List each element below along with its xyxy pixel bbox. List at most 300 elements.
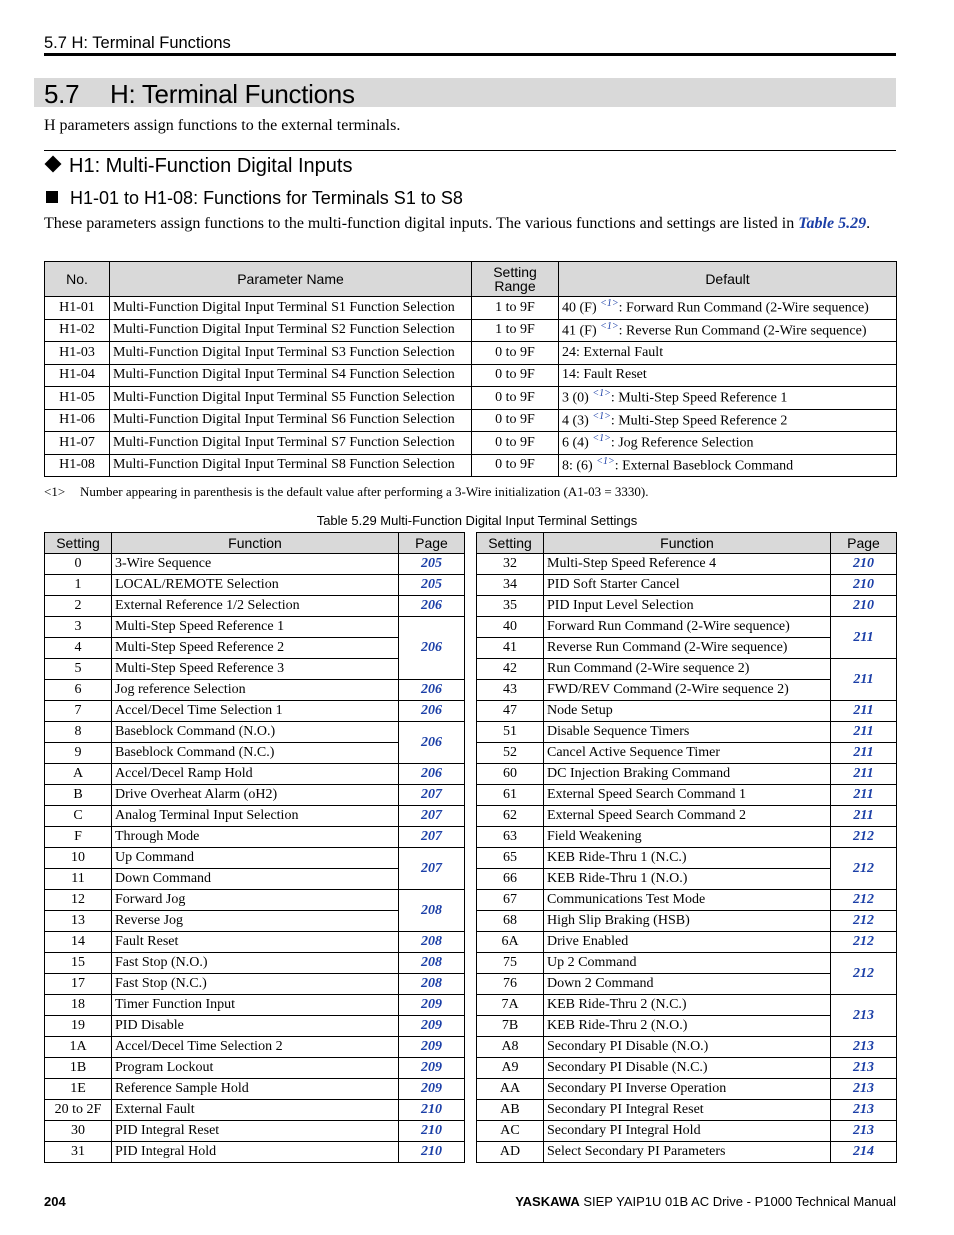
param-name: Multi-Function Digital Input Terminal S2 Function Selection bbox=[110, 319, 472, 342]
setting-code: 32 bbox=[477, 554, 544, 575]
page-link[interactable]: 207 bbox=[421, 808, 442, 823]
function-name: Run Command (2-Wire sequence 2) bbox=[544, 659, 831, 680]
footer-brand: YASKAWA bbox=[515, 1194, 580, 1209]
default-description: : Jog Reference Selection bbox=[610, 436, 754, 452]
setting-code: 6 bbox=[45, 680, 112, 701]
setting-code: 12 bbox=[45, 890, 112, 911]
param-range: 0 to 9F bbox=[472, 409, 559, 432]
function-name: Up 2 Command bbox=[544, 953, 831, 974]
page-link[interactable]: 211 bbox=[853, 766, 874, 781]
table-row bbox=[477, 932, 897, 953]
function-name: KEB Ride-Thru 1 (N.C.) bbox=[544, 848, 831, 869]
setting-code: AA bbox=[477, 1079, 544, 1100]
setting-code: 5 bbox=[45, 659, 112, 680]
table-row bbox=[45, 342, 897, 365]
function-name: Baseblock Command (N.C.) bbox=[112, 743, 399, 764]
page-cell bbox=[399, 806, 465, 827]
parameter-table-body bbox=[45, 297, 897, 477]
page-cell bbox=[831, 743, 897, 764]
page-link[interactable]: 213 bbox=[853, 1039, 874, 1054]
default-value: 40 (F) bbox=[562, 301, 597, 317]
page-cell bbox=[399, 1142, 465, 1163]
setting-code: 30 bbox=[45, 1121, 112, 1142]
paragraph-end: . bbox=[866, 215, 871, 232]
param-range: 0 to 9F bbox=[472, 432, 559, 455]
param-name: Multi-Function Digital Input Terminal S3 Function Selection bbox=[110, 342, 472, 365]
page-link[interactable]: 213 bbox=[853, 1060, 874, 1075]
table-row bbox=[477, 596, 897, 617]
page-cell bbox=[399, 1100, 465, 1121]
default-value: 14: Fault Reset bbox=[562, 367, 647, 383]
setting-code: 68 bbox=[477, 911, 544, 932]
function-name: Reverse Jog bbox=[112, 911, 399, 932]
default-value: 3 (0) bbox=[562, 391, 589, 407]
setting-code: 67 bbox=[477, 890, 544, 911]
page-link[interactable]: 213 bbox=[853, 1007, 874, 1023]
table-row bbox=[45, 1142, 465, 1163]
table-row bbox=[477, 806, 897, 827]
function-name: External Speed Search Command 2 bbox=[544, 806, 831, 827]
page-cell bbox=[831, 617, 897, 659]
function-name: Multi-Step Speed Reference 4 bbox=[544, 554, 831, 575]
table-row bbox=[477, 659, 897, 680]
setting-code: A9 bbox=[477, 1058, 544, 1079]
setting-code: 65 bbox=[477, 848, 544, 869]
page-cell bbox=[831, 1142, 897, 1163]
page-link[interactable]: 214 bbox=[853, 1144, 874, 1159]
function-name: Analog Terminal Input Selection bbox=[112, 806, 399, 827]
setting-code: 13 bbox=[45, 911, 112, 932]
default-value: 24: External Fault bbox=[562, 344, 664, 360]
page-cell bbox=[399, 617, 465, 680]
function-name: Accel/Decel Time Selection 2 bbox=[112, 1037, 399, 1058]
param-name: Multi-Function Digital Input Terminal S1 Function Selection bbox=[110, 297, 472, 320]
page-cell bbox=[399, 995, 465, 1016]
setting-code: 76 bbox=[477, 974, 544, 995]
table-row bbox=[45, 364, 897, 387]
footnote-ref[interactable]: <1> bbox=[592, 433, 611, 445]
table-row bbox=[45, 575, 465, 596]
param-no: H1-05 bbox=[45, 387, 110, 410]
page-cell bbox=[831, 764, 897, 785]
param-range: 0 to 9F bbox=[472, 364, 559, 387]
page-link[interactable]: 208 bbox=[421, 955, 442, 970]
page-link[interactable]: 211 bbox=[853, 703, 874, 718]
function-name: Cancel Active Sequence Timer bbox=[544, 743, 831, 764]
setting-code: 10 bbox=[45, 848, 112, 869]
page-link[interactable]: 209 bbox=[421, 1081, 442, 1096]
param-range: 1 to 9F bbox=[472, 319, 559, 342]
page-link[interactable]: 212 bbox=[853, 892, 874, 907]
settings-table-left bbox=[44, 532, 465, 1163]
function-name: PID Soft Starter Cancel bbox=[544, 575, 831, 596]
function-name: Through Mode bbox=[112, 827, 399, 848]
function-name: PID Integral Hold bbox=[112, 1142, 399, 1163]
table-row bbox=[477, 1142, 897, 1163]
param-no: H1-06 bbox=[45, 409, 110, 432]
function-name: Baseblock Command (N.O.) bbox=[112, 722, 399, 743]
table-row bbox=[45, 890, 465, 911]
table-row bbox=[477, 953, 897, 974]
setting-code: 8 bbox=[45, 722, 112, 743]
page-cell bbox=[399, 827, 465, 848]
page-link[interactable]: 209 bbox=[421, 1060, 442, 1075]
param-no: H1-02 bbox=[45, 319, 110, 342]
table-row bbox=[477, 1079, 897, 1100]
function-name: High Slip Braking (HSB) bbox=[544, 911, 831, 932]
intro-text: H parameters assign functions to the external terminals. bbox=[44, 117, 401, 134]
settings-table-right bbox=[476, 532, 897, 1163]
page-link[interactable]: 211 bbox=[853, 671, 874, 687]
page-cell bbox=[831, 806, 897, 827]
page-cell bbox=[831, 890, 897, 911]
page-cell bbox=[399, 1037, 465, 1058]
function-name: Secondary PI Disable (N.C.) bbox=[544, 1058, 831, 1079]
page-cell bbox=[399, 1016, 465, 1037]
page-link[interactable]: 205 bbox=[421, 556, 442, 571]
function-name: Forward Run Command (2-Wire sequence) bbox=[544, 617, 831, 638]
page-number: 204 bbox=[44, 1194, 66, 1209]
parameter-table bbox=[44, 261, 897, 477]
table-row bbox=[477, 1100, 897, 1121]
table-row bbox=[477, 1121, 897, 1142]
page-cell bbox=[831, 785, 897, 806]
setting-code: 11 bbox=[45, 869, 112, 890]
footnote-ref[interactable]: <1> bbox=[600, 320, 619, 332]
table-row bbox=[477, 617, 897, 638]
setting-code: 7B bbox=[477, 1016, 544, 1037]
table-row bbox=[477, 848, 897, 869]
param-no: H1-08 bbox=[45, 454, 110, 477]
param-name: Multi-Function Digital Input Terminal S6 Function Selection bbox=[110, 409, 472, 432]
page-cell bbox=[399, 785, 465, 806]
function-name: Up Command bbox=[112, 848, 399, 869]
page-link[interactable]: 208 bbox=[421, 902, 442, 918]
setting-code: AD bbox=[477, 1142, 544, 1163]
page-cell bbox=[399, 1121, 465, 1142]
setting-code: 41 bbox=[477, 638, 544, 659]
page-link[interactable]: 211 bbox=[853, 745, 874, 760]
function-name: KEB Ride-Thru 2 (N.O.) bbox=[544, 1016, 831, 1037]
default-value: 8: (6) bbox=[562, 458, 593, 474]
table-row bbox=[45, 680, 465, 701]
page-link[interactable]: 212 bbox=[853, 829, 874, 844]
page-link[interactable]: 210 bbox=[421, 1144, 442, 1159]
page-cell bbox=[399, 953, 465, 974]
default-value: 6 (4) bbox=[562, 436, 589, 452]
page-link[interactable]: 212 bbox=[853, 934, 874, 949]
col-header-name: Parameter Name bbox=[110, 262, 472, 297]
page-link[interactable]: 213 bbox=[853, 1123, 874, 1138]
setting-code: 66 bbox=[477, 869, 544, 890]
function-name: 3-Wire Sequence bbox=[112, 554, 399, 575]
param-range: 1 to 9F bbox=[472, 297, 559, 320]
col-header-setting: Setting bbox=[45, 533, 112, 554]
page-link[interactable]: 209 bbox=[421, 1039, 442, 1054]
page-cell bbox=[831, 1100, 897, 1121]
page-link[interactable]: 211 bbox=[853, 629, 874, 645]
setting-code: 35 bbox=[477, 596, 544, 617]
page-cell bbox=[399, 1079, 465, 1100]
page-link[interactable]: 210 bbox=[421, 1123, 442, 1138]
range-header-line2: Range bbox=[494, 278, 536, 294]
setting-code: 1B bbox=[45, 1058, 112, 1079]
table-row bbox=[45, 701, 465, 722]
page-link[interactable]: 210 bbox=[421, 1102, 442, 1117]
param-default bbox=[559, 319, 897, 342]
col-header-page: Page bbox=[831, 533, 897, 554]
table-row bbox=[45, 1016, 465, 1037]
page-cell bbox=[831, 554, 897, 575]
page-cell bbox=[399, 764, 465, 785]
table-row bbox=[45, 722, 465, 743]
setting-code: 7 bbox=[45, 701, 112, 722]
function-name: Fault Reset bbox=[112, 932, 399, 953]
page-cell bbox=[399, 890, 465, 932]
page-link[interactable]: 210 bbox=[853, 577, 874, 592]
page-cell bbox=[831, 659, 897, 701]
function-name: Drive Enabled bbox=[544, 932, 831, 953]
h2-heading bbox=[44, 188, 463, 209]
function-name: Multi-Step Speed Reference 3 bbox=[112, 659, 399, 680]
setting-code: C bbox=[45, 806, 112, 827]
footer-title bbox=[515, 1194, 896, 1209]
param-default bbox=[559, 409, 897, 432]
function-name: Reference Sample Hold bbox=[112, 1079, 399, 1100]
footnote-ref[interactable]: <1> bbox=[592, 410, 611, 422]
subsection-rule bbox=[44, 150, 896, 151]
header-rule bbox=[44, 53, 896, 56]
table-row bbox=[477, 827, 897, 848]
footnote-ref[interactable]: <1> bbox=[600, 298, 619, 310]
page-cell bbox=[399, 680, 465, 701]
page-link[interactable]: 207 bbox=[421, 829, 442, 844]
page-link[interactable]: 213 bbox=[853, 1102, 874, 1117]
table-row bbox=[477, 701, 897, 722]
setting-code: 20 to 2F bbox=[45, 1100, 112, 1121]
page-link[interactable]: 205 bbox=[421, 577, 442, 592]
page-cell bbox=[399, 932, 465, 953]
default-value: 41 (F) bbox=[562, 323, 597, 339]
function-name: KEB Ride-Thru 2 (N.C.) bbox=[544, 995, 831, 1016]
param-name: Multi-Function Digital Input Terminal S8 Function Selection bbox=[110, 454, 472, 477]
page-cell bbox=[399, 554, 465, 575]
param-name: Multi-Function Digital Input Terminal S5 Function Selection bbox=[110, 387, 472, 410]
setting-code: 60 bbox=[477, 764, 544, 785]
page-link[interactable]: 208 bbox=[421, 976, 442, 991]
settings-left-body bbox=[45, 554, 465, 1163]
square-bullet-icon bbox=[46, 191, 58, 203]
setting-code: 0 bbox=[45, 554, 112, 575]
function-name: Fast Stop (N.O.) bbox=[112, 953, 399, 974]
setting-code: F bbox=[45, 827, 112, 848]
function-name: Communications Test Mode bbox=[544, 890, 831, 911]
section-number: 5.7 bbox=[44, 79, 80, 109]
function-name: Secondary PI Inverse Operation bbox=[544, 1079, 831, 1100]
page-link[interactable]: 206 bbox=[421, 682, 442, 697]
setting-code: A8 bbox=[477, 1037, 544, 1058]
table-row bbox=[477, 1037, 897, 1058]
table-row bbox=[45, 1058, 465, 1079]
footnote-ref[interactable]: <1> bbox=[592, 388, 611, 400]
table-row bbox=[45, 932, 465, 953]
table-row bbox=[477, 575, 897, 596]
table-row bbox=[477, 743, 897, 764]
table-row bbox=[477, 764, 897, 785]
table-caption: Table 5.29 Multi-Function Digital Input Terminal Settings bbox=[316, 513, 638, 528]
setting-code: 4 bbox=[45, 638, 112, 659]
param-range: 0 to 9F bbox=[472, 454, 559, 477]
setting-code: 7A bbox=[477, 995, 544, 1016]
setting-code: 42 bbox=[477, 659, 544, 680]
default-description: : Reverse Run Command (2-Wire sequence) bbox=[618, 323, 867, 339]
setting-code: 1 bbox=[45, 575, 112, 596]
page-cell bbox=[831, 1121, 897, 1142]
function-name: Multi-Step Speed Reference 2 bbox=[112, 638, 399, 659]
footnote-ref[interactable]: <1> bbox=[596, 455, 615, 467]
page-cell bbox=[831, 575, 897, 596]
setting-code: AC bbox=[477, 1121, 544, 1142]
page-link[interactable]: 211 bbox=[853, 787, 874, 802]
setting-code: 34 bbox=[477, 575, 544, 596]
setting-code: 61 bbox=[477, 785, 544, 806]
setting-code: 63 bbox=[477, 827, 544, 848]
table-row bbox=[45, 1079, 465, 1100]
param-default bbox=[559, 432, 897, 455]
setting-code: 6A bbox=[477, 932, 544, 953]
function-name: Accel/Decel Time Selection 1 bbox=[112, 701, 399, 722]
footnote-mark: <1> bbox=[44, 484, 66, 499]
table-row bbox=[45, 1037, 465, 1058]
table-row bbox=[45, 848, 465, 869]
function-name: External Reference 1/2 Selection bbox=[112, 596, 399, 617]
function-name: Accel/Decel Ramp Hold bbox=[112, 764, 399, 785]
default-description: : Multi-Step Speed Reference 1 bbox=[610, 391, 788, 407]
setting-code: AB bbox=[477, 1100, 544, 1121]
function-name: Down Command bbox=[112, 869, 399, 890]
table-row bbox=[45, 806, 465, 827]
default-value: 4 (3) bbox=[562, 413, 589, 429]
page-cell bbox=[831, 932, 897, 953]
setting-code: 19 bbox=[45, 1016, 112, 1037]
page-cell bbox=[831, 1037, 897, 1058]
page-link[interactable]: 206 bbox=[421, 734, 442, 750]
function-name: Jog reference Selection bbox=[112, 680, 399, 701]
table-row bbox=[45, 1121, 465, 1142]
col-header-no: No. bbox=[45, 262, 110, 297]
table-row bbox=[45, 319, 897, 342]
table-row bbox=[477, 890, 897, 911]
setting-code: 43 bbox=[477, 680, 544, 701]
h1-heading bbox=[44, 155, 352, 178]
table-row bbox=[477, 722, 897, 743]
table-row bbox=[45, 764, 465, 785]
col-header-function: Function bbox=[544, 533, 831, 554]
page-link[interactable]: 206 bbox=[421, 766, 442, 781]
function-name: Reverse Run Command (2-Wire sequence) bbox=[544, 638, 831, 659]
function-name: PID Input Level Selection bbox=[544, 596, 831, 617]
page-link[interactable]: 213 bbox=[853, 1081, 874, 1096]
page-cell bbox=[399, 596, 465, 617]
function-name: Disable Sequence Timers bbox=[544, 722, 831, 743]
function-name: Fast Stop (N.C.) bbox=[112, 974, 399, 995]
page-cell bbox=[831, 848, 897, 890]
setting-code: 9 bbox=[45, 743, 112, 764]
col-header-setting: Setting bbox=[477, 533, 544, 554]
page-link[interactable]: 207 bbox=[421, 860, 442, 876]
function-name: Multi-Step Speed Reference 1 bbox=[112, 617, 399, 638]
table-row bbox=[45, 953, 465, 974]
param-default bbox=[559, 342, 897, 365]
page-link[interactable]: 208 bbox=[421, 934, 442, 949]
col-header-default: Default bbox=[559, 262, 897, 297]
function-name: LOCAL/REMOTE Selection bbox=[112, 575, 399, 596]
setting-code: 31 bbox=[45, 1142, 112, 1163]
running-head: 5.7 H: Terminal Functions bbox=[44, 34, 231, 52]
table-row bbox=[45, 617, 465, 638]
page-cell bbox=[399, 575, 465, 596]
page-cell bbox=[399, 701, 465, 722]
body-paragraph bbox=[44, 215, 896, 232]
setting-code: 75 bbox=[477, 953, 544, 974]
page-link[interactable]: 209 bbox=[421, 1018, 442, 1033]
table-row bbox=[477, 911, 897, 932]
param-range: 0 to 9F bbox=[472, 342, 559, 365]
table-row bbox=[45, 596, 465, 617]
page-link[interactable]: 211 bbox=[853, 808, 874, 823]
page-link[interactable]: 209 bbox=[421, 997, 442, 1012]
param-range: 0 to 9F bbox=[472, 387, 559, 410]
paragraph-text: These parameters assign functions to the multi-function digital inputs. The various functions and settings are listed in bbox=[44, 215, 799, 232]
page-link[interactable]: 207 bbox=[421, 787, 442, 802]
page-cell bbox=[831, 995, 897, 1037]
param-default bbox=[559, 387, 897, 410]
setting-code: 15 bbox=[45, 953, 112, 974]
page-link[interactable]: 211 bbox=[853, 724, 874, 739]
function-name: FWD/REV Command (2-Wire sequence 2) bbox=[544, 680, 831, 701]
page-link[interactable]: 212 bbox=[853, 860, 874, 876]
page-cell bbox=[831, 1058, 897, 1079]
page-cell bbox=[831, 596, 897, 617]
diamond-bullet-icon bbox=[45, 156, 62, 173]
table-row bbox=[45, 454, 897, 477]
page-link[interactable]: 210 bbox=[853, 598, 874, 613]
setting-code: 17 bbox=[45, 974, 112, 995]
function-name: Node Setup bbox=[544, 701, 831, 722]
table-row bbox=[477, 785, 897, 806]
param-no: H1-03 bbox=[45, 342, 110, 365]
range-header-line1: Setting bbox=[493, 264, 537, 280]
settings-right-body bbox=[477, 554, 897, 1163]
col-header-page: Page bbox=[399, 533, 465, 554]
setting-code: 18 bbox=[45, 995, 112, 1016]
param-default bbox=[559, 454, 897, 477]
page-cell bbox=[831, 722, 897, 743]
table-link[interactable]: Table 5.29 bbox=[798, 215, 867, 232]
page-link[interactable]: 212 bbox=[853, 913, 874, 928]
h2-heading-text: H1-01 to H1-08: Functions for Terminals S1 to S8 bbox=[70, 188, 463, 208]
page-link[interactable]: 206 bbox=[421, 703, 442, 718]
page-link[interactable]: 206 bbox=[421, 598, 442, 613]
setting-code: 14 bbox=[45, 932, 112, 953]
page-link[interactable]: 206 bbox=[421, 640, 442, 655]
page-link[interactable]: 210 bbox=[853, 556, 874, 571]
table-row bbox=[45, 387, 897, 410]
page-link[interactable]: 212 bbox=[853, 965, 874, 981]
table-row bbox=[45, 297, 897, 320]
param-name: Multi-Function Digital Input Terminal S4 Function Selection bbox=[110, 364, 472, 387]
function-name: Secondary PI Integral Reset bbox=[544, 1100, 831, 1121]
